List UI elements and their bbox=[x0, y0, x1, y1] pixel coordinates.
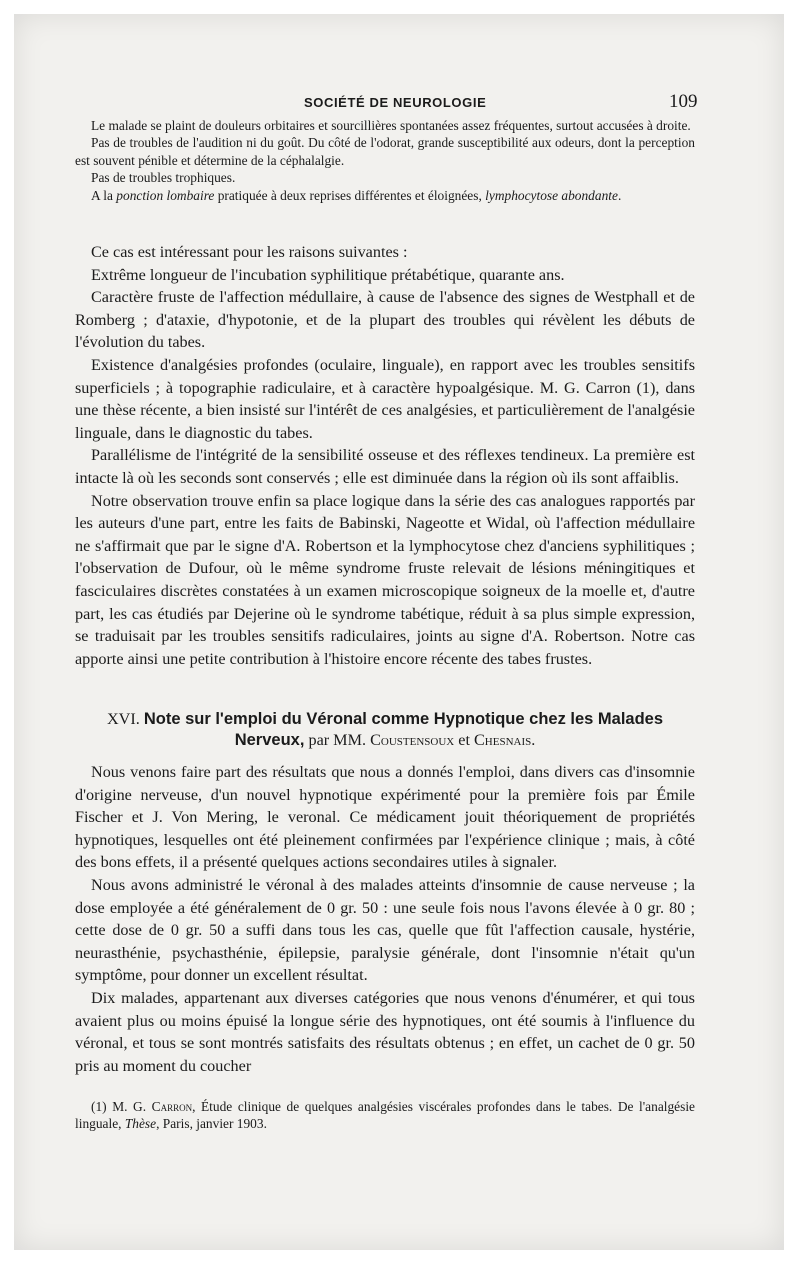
section-paragraph-3: Dix malades, appartenant aux diverses catégories que nous venons d'énumérer, et qui tous avaient plus ou moins épuisé la longue série des hypnotiques, ont été soumis à l'influence du véronal, et tous se sont montrés satisfaits des résultats obtenus ; en effet, un cachet de 0 gr. 50 pris au moment du coucher bbox=[75, 988, 695, 1075]
case-discussion bbox=[75, 241, 695, 670]
note-paragraph-3: Pas de troubles trophiques. bbox=[91, 170, 236, 186]
body-paragraph-5: Parallélisme de l'intégrité de la sensibilité osseuse et des réflexes tendineux. La première est intacte là où les seconds sont conservés ; elle est diminuée dans la région où ils sont affaiblis. bbox=[75, 446, 695, 487]
footnote-author: Carron bbox=[151, 1099, 193, 1114]
body-paragraph-4: Existence d'analgésies profondes (oculaire, linguale), en rapport avec les troubles sensitifs superficiels ; à topographie radiculaire, et à caractère hypoalgésique. M. G. Carron (1), dans une thèse récente, a bien insisté sur l'intérêt de ces analgésies, et particulièrement de l'analgésie linguale, dans le diagnostic du tabes. bbox=[75, 355, 695, 442]
note-paragraph-2: Pas de troubles de l'audition ni du goût. Du côté de l'odorat, grande susceptibilité aux odeurs, dont la perception est souvent pénible et détermine de la céphalalgie. bbox=[75, 135, 695, 168]
author-2: Chesnais bbox=[474, 731, 532, 749]
body-paragraph-3: Caractère fruste de l'affection médullaire, à cause de l'absence des signes de Westphall et de Romberg ; d'ataxie, d'hypotonie, et de la plupart des troubles qui révèlent les débuts de l'évolution du tabes. bbox=[75, 288, 695, 352]
section-paragraph-1: Nous venons faire part des résultats que nous a donnés l'emploi, dans divers cas d'insomnie d'origine nerveuse, d'un nouvel hypnotique expérimenté pour la première fois par Émile Fischer et J. Von Mering, le veronal. Ce médicament jouit théoriquement de propriétés hypnotiques, lesquelles ont été pleinement confirmées par l'expérience clinique ; mais, à côté des bons effets, il a présenté quelques actions secondaires utiles à signaler. bbox=[75, 763, 695, 872]
section-body bbox=[75, 761, 695, 1077]
note-paragraph-4: A la ponction lombaire pratiquée à deux reprises différentes et éloignées, lymphocytose abondante. bbox=[91, 187, 622, 203]
body-paragraph-6: Notre observation trouve enfin sa place logique dans la série des cas analogues rapportés par les auteurs d'une part, entre les faits de Babinski, Nageotte et Widal, où l'affection médullaire ne s'affirmait que par le signe d'A. Robertson et la lymphocytose chez d'anciens syphilitiques ; l'observation de Dufour, où le même syndrome fruste relevait de lésions méningitiques et fasciculaires discrètes constatées à un examen microscopique soigneux de la moelle et, d'autre part, les cas étudiés par Dejerine où le syndrome tabétique, réduit à sa plus simple expression, se traduisait par les troubles sensitifs radiculaires, joints au signe d'A. Robertson. Notre cas apporte ainsi une petite contribution à l'histoire encore récente des tabes frustes. bbox=[75, 491, 695, 668]
footnote: (1) M. G. Carron, Étude clinique de quelques analgésies viscérales profondes dans le tabes. De l'analgésie linguale, Thèse, Paris, janvier 1903. bbox=[75, 1099, 695, 1132]
section-paragraph-2: Nous avons administré le véronal à des malades atteints d'insomnie de cause nerveuse ; la dose employée a été généralement de 0 gr. 50 : une seule fois nous l'avons élevée à 0 gr. 80 ; cette dose de 0 gr. 50 a suffi dans tous les cas, quelle que fût l'affection causale, hystérie, neurasthénie, psychasthénie, épilepsie, paralysie générale, dont l'insomnie n'était qu'un symptôme, pour donner un excellent résultat. bbox=[75, 875, 695, 985]
top-notes bbox=[75, 117, 695, 204]
author-1: Coustensoux bbox=[370, 731, 455, 749]
body-paragraph-1: Ce cas est intéressant pour les raisons suivantes : bbox=[91, 243, 408, 261]
body-paragraph-2: Extrême longueur de l'incubation syphilitique prétabétique, quarante ans. bbox=[91, 265, 565, 284]
running-header: SOCIÉTÉ DE NEUROLOGIE bbox=[304, 95, 487, 110]
section-number: XVI. bbox=[106, 710, 140, 728]
section-heading: XVI. Note sur l'emploi du Véronal comme Hypnotique chez les Malades Nerveux, par MM. Coustensoux et Chesnais. bbox=[106, 710, 664, 749]
page-number: 109 bbox=[669, 91, 698, 112]
section-title: Note sur l'emploi du Véronal comme Hypnotique chez les Malades Nerveux, bbox=[143, 710, 664, 749]
note-paragraph-1: Le malade se plaint de douleurs orbitaires et sourcillières spontanées assez fréquentes, surtout accusées à droite. bbox=[91, 118, 691, 133]
